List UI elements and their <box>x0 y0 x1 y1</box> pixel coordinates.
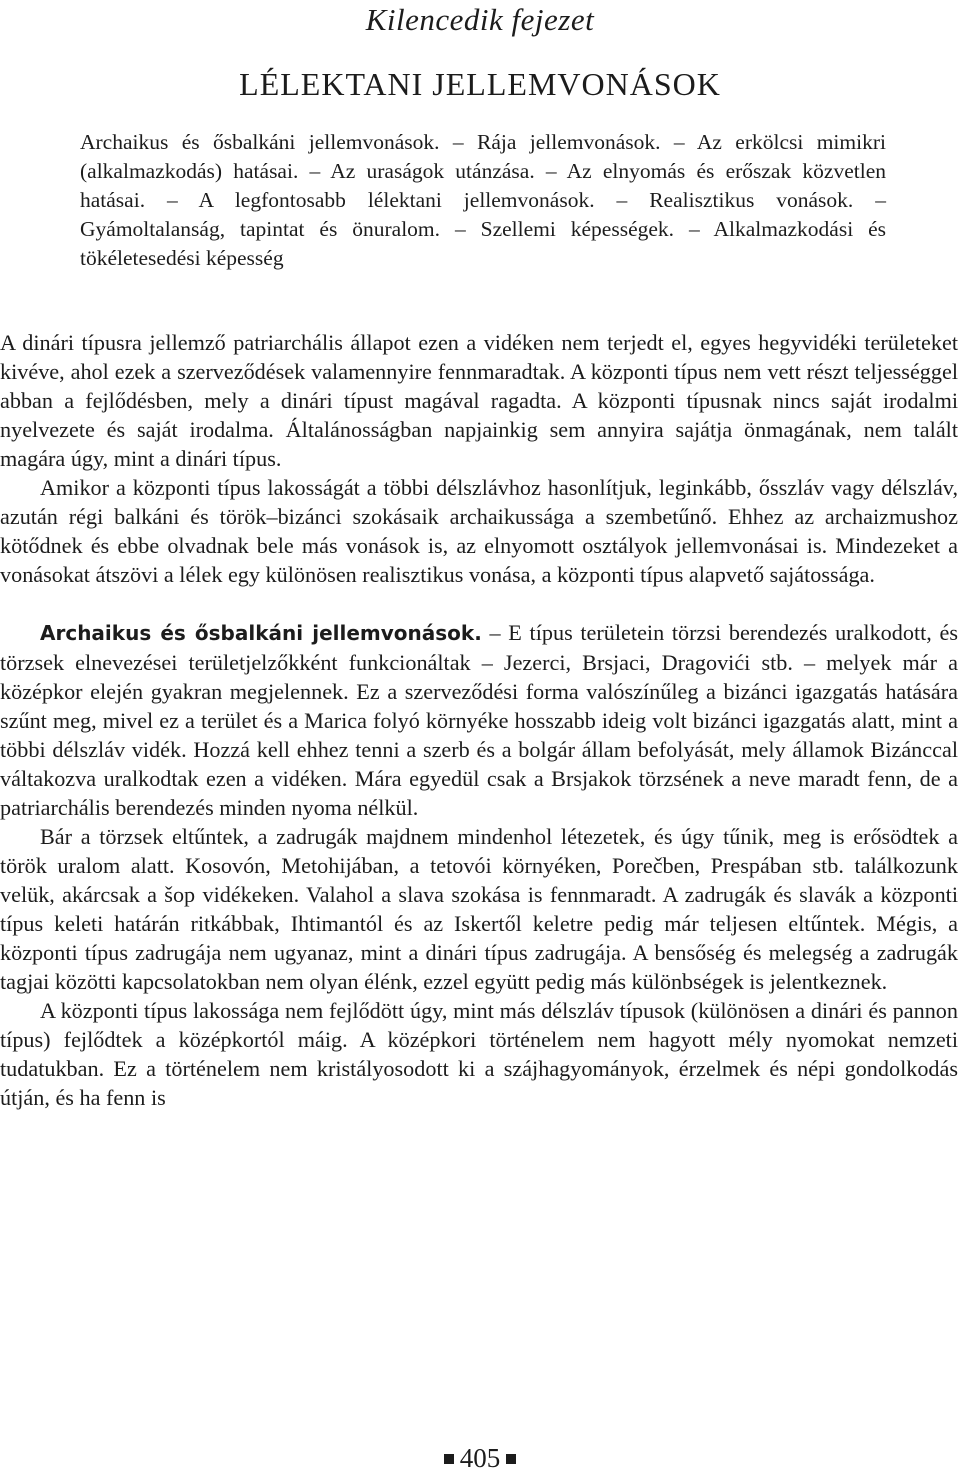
chapter-summary: Archaikus és ősbalkáni jellemvonások. – Rája jellemvonások. – Az erkölcsi mimikri (alkalmazkodás) hatásai. – Az uraságok utánzása. – Az elnyomás és erőszak közvetlen hatásai. – A legfontosabb lélektani jellemvonások. – Realisztikus vonások. – Gyámoltalanság, tapintat és önuralom. – Szellemi képességek. – Alkalmazkodási és tökéletesedési képesség <box>80 130 886 270</box>
chapter-body <box>0 328 958 1112</box>
paragraph-1: A dinári típusra jellemző patriarchális állapot ezen a vidéken nem terjedt el, egyes hegyvidéki területeket kivéve, ahol ezek a szerveződések valamennyire fennmaradtak. A központi típus nem vett részt teljességgel abban a fejlődésben, mely a dinári típust magával ragadta. A központi típusnak nincs saját irodalmi nyelvezete és saját irodalma. Általánosságban napjainkig sem annyira sajátja önmagának, nem talált magára úgy, mint a dinári típus. <box>0 330 958 471</box>
square-bullet-icon <box>444 1454 454 1464</box>
square-bullet-icon <box>506 1454 516 1464</box>
chapter-label: Kilencedik fejezet <box>365 2 595 37</box>
page-number: 405 <box>459 1443 501 1473</box>
section-heading: Archaikus és ősbalkáni jellemvonások. <box>40 621 482 645</box>
paragraph-3-text: – E típus területein törzsi berendezés uralkodott, és törzsek elnevezései területjelzőkként funkcionáltak – Jezerci, Brsjaci, Dragovići stb. – melyek már a középkor elején gyakran megjelennek. Ez a szerveződési forma valószínűleg a bizánci igazgatás hatására szűnt meg, mivel ez a terület és a Marica folyó környéke hosszabb ideig volt bizánci igazgatás alatt, mint a többi délszláv vidék. Hozzá kell ehhez tenni a szerb és a bolgár állam befolyását, mely államok Bizánccal váltakozva uralkodtak ezen a vidéken. Mára egyedül csak a Brsjakok törzsének a neve maradt fenn, de a patriarchális berendezés minden nyoma nélkül. <box>0 620 959 820</box>
chapter-title: LÉLEKTANI JELLEMVONÁSOK <box>239 66 721 102</box>
paragraph-4: Bár a törzsek eltűntek, a zadrugák majdnem mindenhol létezetek, és úgy tűnik, meg is erősödtek a török uralom alatt. Kosovón, Metohijában, a tetovói környéken, Porečben, Prespában stb. találkozunk velük, akárcsak a šop vidékeken. Valahol a slava szokása is fennmaradt. A zadrugák és slavák a központi típus keleti határán ritkábbak, Ihtimantól és az Iskertől keletre pedig már teljesen eltűntek. Mégis, a központi típus zadrugája nem ugyanaz, mint a dinári típus zadrugája. A bensőség és melegség a zadrugák tagjai közötti kapcsolatokban nem olyan élénk, ezzel együtt pedig más különbségek is jelentkeznek. <box>0 824 958 994</box>
page-footer <box>0 1440 960 1476</box>
paragraph-2: Amikor a központi típus lakosságát a többi délszlávhoz hasonlítjuk, leginkább, ősszláv vagy délszláv, azután régi balkáni és török–bizánci szokásaik archaikussága a szembetűnő. Ehhez az archaizmushoz kötődnek és ebbe olvadnak bele más vonások is, az elnyomott osztályok jellemvonásai is. Mindezeket a vonásokat átszövi a lélek egy különösen realisztikus vonása, a központi típus alapvető sajátossága. <box>0 475 958 587</box>
paragraph-5: A központi típus lakossága nem fejlődött úgy, mint más délszláv típusok (különösen a dinári és pannon típus) fejlődtek a középkortól máig. A középkori történelem nem hagyott mély nyomokat nemzeti tudatukban. Ez a történelem nem kristályosodott ki a szájhagyományok, érzelmek és népi gondolkodás útján, és ha fenn is <box>0 998 958 1110</box>
paragraph-3 <box>0 618 958 822</box>
